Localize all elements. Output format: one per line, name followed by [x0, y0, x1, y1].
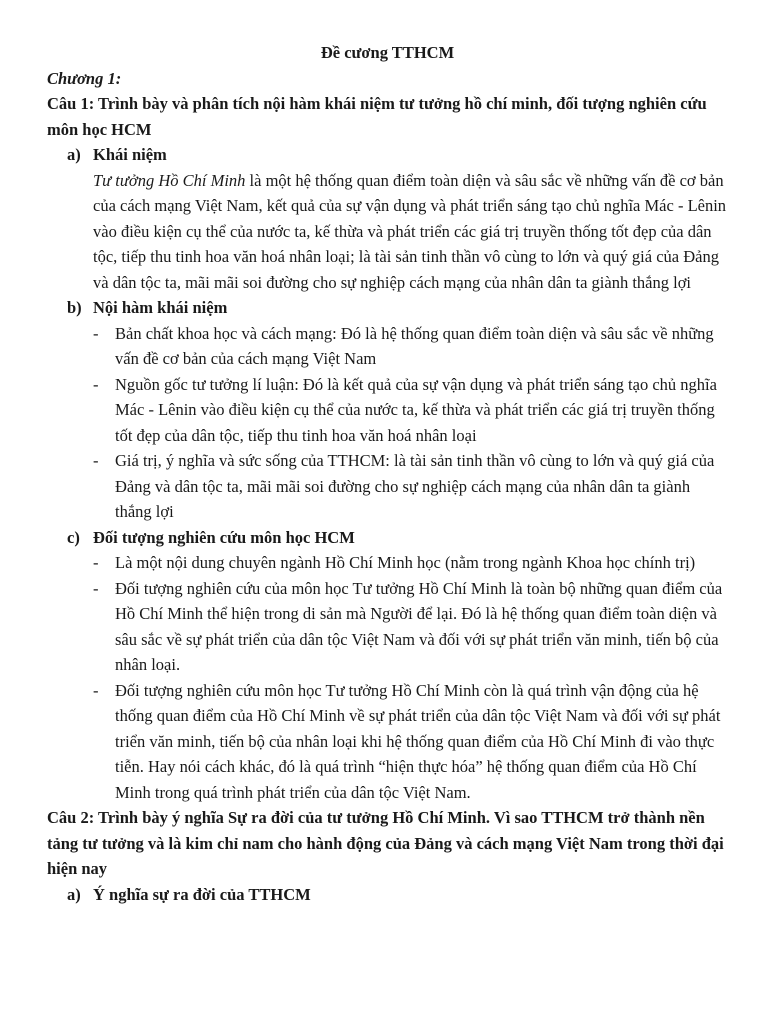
- definition-text: là một hệ thống quan điểm toàn diện và sâu sắc về những vấn đề cơ bản của cách mạng Việt Nam, kết quả của sự vận dụng và phát triển sáng tạo chủ nghĩa Mác - Lênin vào điều kiện cụ thể của nước ta, kế thừa và phát triển các giá trị truyền thống tốt đẹp của dân tộc, tiếp thu tinh hoa văn hoá nhân loại; là tài sản tinh thần vô cùng to lớn và quý giá của Đảng và dân tộc ta, mãi mãi soi đường cho sự nghiệp cách mạng của nhân dân ta giành thắng lợi: [93, 170, 727, 292]
- section-1a-heading: [47, 142, 728, 168]
- section-heading-text: Nội hàm khái niệm: [93, 298, 228, 317]
- list-item-text: Giá trị, ý nghĩa và sức sống của TTHCM: là tài sản tinh thần vô cùng to lớn và quý giá của Đảng và dân tộc ta, mãi mãi soi đường cho sự nghiệp cách mạng của nhân dân ta giành thắng lợi: [115, 451, 715, 521]
- list-item: [93, 321, 728, 372]
- list-item: [93, 678, 728, 806]
- bullet-dash: -: [93, 553, 99, 572]
- list-item-text: Đối tượng nghiên cứu của môn học Tư tưởng Hồ Chí Minh là toàn bộ những quan điểm của Hồ Chí Minh thể hiện trong di sản mà Người để lại. Đó là hệ thống quan điểm toàn diện và sâu sắc về sự phát triển của dân tộc Việt Nam và đối với sự phát triển văn minh, tiến bộ của nhân loại.: [115, 578, 723, 674]
- section-heading-text: Đối tượng nghiên cứu môn học HCM: [93, 527, 355, 547]
- list-item-text: Đối tượng nghiên cứu môn học Tư tưởng Hồ Chí Minh còn là quá trình vận động của hệ thống quan điểm của Hồ Chí Minh về sự phát triển của dân tộc Việt Nam và đối với sự phát triển văn minh, tiến bộ của nhân loại khi hệ thống quan điểm của Hồ Chí Minh đi vào thực tiễn. Hay nói cách khác, đó là quá trình “hiện thực hóa” hệ thống quan điểm của Hồ Chí Minh trong quá trình phát triển của dân tộc Việt Nam.: [115, 680, 721, 802]
- bullet-dash: -: [93, 578, 99, 598]
- list-item-text: Nguồn gốc tư tưởng lí luận: Đó là kết quả của sự vận dụng và phát triển sáng tạo chủ nghĩa Mác - Lênin vào điều kiện cụ thể của nước ta, kế thừa và phát triển các giá trị truyền thống tốt đẹp của dân tộc, tiếp thu tinh hoa văn hoá nhân loại: [115, 374, 717, 445]
- bullet-dash: -: [93, 680, 99, 700]
- bullet-dash: -: [93, 451, 99, 470]
- question-2-title: Câu 2: Trình bày ý nghĩa Sự ra đời của tư tưởng Hồ Chí Minh. Vì sao TTHCM trở thành nền tảng tư tưởng và là kim chỉ nam cho hành động của Đảng và cách mạng Việt Nam trong thời đại hiện nay: [47, 808, 724, 878]
- section-heading-text: Khái niệm: [93, 145, 167, 164]
- section-marker: a): [67, 145, 81, 164]
- section-1c-list: [47, 550, 728, 805]
- document-title: Đề cương TTHCM: [320, 43, 455, 62]
- question-1-title: Câu 1: Trình bày và phân tích nội hàm khái niệm tư tưởng hồ chí minh, đối tượng nghiên cứu môn học HCM: [47, 94, 707, 139]
- list-item: [93, 550, 728, 576]
- section-2a-heading: [47, 882, 728, 908]
- list-item: [93, 448, 728, 525]
- definition-paragraph: [93, 168, 728, 296]
- list-item-text: Bản chất khoa học và cách mạng: Đó là hệ thống quan điểm toàn diện và sâu sắc về những vấn đề cơ bản của cách mạng Việt Nam: [115, 323, 714, 368]
- section-marker: b): [67, 298, 82, 317]
- bullet-dash: -: [93, 374, 99, 394]
- list-item: [93, 372, 728, 449]
- list-item-text: Là một nội dung chuyên ngành Hồ Chí Minh học (nằm trong ngành Khoa học chính trị): [115, 553, 696, 572]
- list-item: [93, 576, 728, 678]
- section-1b-list: [47, 321, 728, 525]
- section-marker: a): [67, 884, 81, 904]
- bullet-dash: -: [93, 323, 99, 343]
- definition-term: Tư tưởng Hồ Chí Minh: [93, 170, 246, 190]
- chapter-heading: Chương 1:: [47, 68, 122, 88]
- section-marker: c): [67, 527, 80, 547]
- section-1b-heading: [47, 295, 728, 321]
- section-1c-heading: [47, 525, 728, 551]
- section-heading-text: Ý nghĩa sự ra đời của TTHCM: [93, 884, 311, 904]
